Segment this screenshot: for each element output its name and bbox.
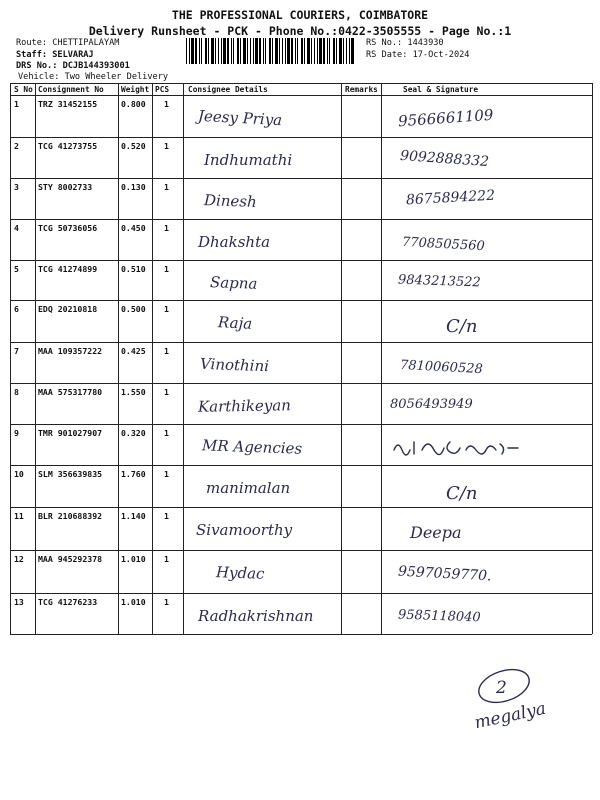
barcode-bar — [240, 38, 241, 64]
row-weight: 0.130 — [121, 182, 146, 192]
row-divider — [10, 507, 592, 508]
row-sno: 11 — [14, 511, 24, 521]
barcode-bar — [221, 38, 222, 64]
row-pcs: 1 — [164, 554, 169, 564]
barcode-bar — [259, 38, 261, 64]
row-divider — [10, 634, 592, 635]
row-consignment-no: TRZ 31452155 — [38, 99, 98, 109]
row-pcs: 1 — [164, 346, 169, 356]
row-sno: 13 — [14, 597, 24, 607]
row-seal-signature: C/n — [446, 316, 478, 337]
barcode-bar — [323, 38, 325, 64]
row-seal-signature: 9092888332 — [399, 147, 490, 171]
barcode-bar — [247, 38, 248, 64]
row-consignee-handwritten: Indhumathi — [204, 151, 293, 169]
route-label: Route: CHETTIPALAYAM — [16, 38, 120, 48]
row-consignee-handwritten: manimalan — [206, 479, 291, 497]
row-pcs: 1 — [164, 304, 169, 314]
col-header-pcs: PCS — [155, 85, 170, 94]
barcode-bar — [307, 38, 310, 64]
row-weight: 0.425 — [121, 346, 146, 356]
row-consignee-handwritten: Raja — [217, 313, 253, 333]
barcode-bar — [186, 38, 187, 64]
barcode-bar — [343, 38, 344, 64]
row-divider — [10, 465, 592, 466]
barcode — [186, 38, 354, 64]
barcode-bar — [199, 38, 200, 64]
col-header-remarks: Remarks — [345, 85, 378, 94]
row-sno: 12 — [14, 554, 24, 564]
barcode-bar — [295, 38, 296, 64]
footer-signature: megalya — [472, 698, 548, 734]
barcode-bar — [231, 38, 232, 64]
row-weight: 1.550 — [121, 387, 146, 397]
barcode-bar — [279, 38, 280, 64]
row-pcs: 1 — [164, 511, 169, 521]
row-consignment-no: MAA 575317780 — [38, 387, 103, 397]
row-seal-signature: Deepa — [410, 523, 462, 542]
barcode-bar — [253, 38, 254, 64]
row-seal-signature: 9843213522 — [397, 272, 481, 291]
barcode-bar — [218, 38, 219, 64]
column-divider — [183, 83, 184, 634]
barcode-bar — [263, 38, 264, 64]
row-sno: 1 — [14, 99, 19, 109]
row-pcs: 1 — [164, 141, 169, 151]
row-divider — [10, 342, 592, 343]
row-seal-signature: 9566661109 — [397, 105, 494, 131]
row-consignee-handwritten: Sapna — [209, 273, 258, 293]
barcode-bar — [250, 38, 251, 64]
barcode-bar — [333, 38, 335, 64]
barcode-bar — [346, 38, 347, 64]
barcode-bar — [195, 38, 197, 64]
barcode-bar — [275, 38, 278, 64]
row-seal-signature: 9597059770. — [397, 563, 492, 585]
row-seal-signature: 9585118040 — [397, 607, 481, 626]
row-consignee-handwritten: Dinesh — [203, 191, 258, 211]
row-weight: 0.800 — [121, 99, 146, 109]
barcode-bar — [272, 38, 273, 64]
row-consignee-handwritten: Hydac — [215, 563, 265, 583]
barcode-bar — [205, 38, 207, 64]
row-sno: 9 — [14, 428, 19, 438]
row-pcs: 1 — [164, 99, 169, 109]
row-weight: 0.320 — [121, 428, 146, 438]
row-seal-signature: C/n — [446, 483, 478, 504]
row-pcs: 1 — [164, 387, 169, 397]
barcode-bar — [351, 38, 354, 64]
barcode-bar — [282, 38, 283, 64]
row-consignment-no: TCG 41276233 — [38, 597, 98, 607]
row-consignment-no: MAA 109357222 — [38, 346, 103, 356]
rs-number: RS No.: 1443930 — [366, 38, 444, 48]
barcode-bar — [319, 38, 322, 64]
barcode-bar — [237, 38, 239, 64]
row-sno: 7 — [14, 346, 19, 356]
row-consignment-no: SLM 356639835 — [38, 469, 103, 479]
barcode-bar — [291, 38, 293, 64]
row-seal-signature: 7708505560 — [401, 234, 486, 255]
row-pcs: 1 — [164, 223, 169, 233]
row-divider — [10, 300, 592, 301]
runsheet-subtitle: Delivery Runsheet - PCK - Phone No.:0422-3505555 - Page No.:1 — [88, 24, 512, 38]
row-consignment-no: MAA 945292378 — [38, 554, 103, 564]
row-consignment-no: STY 8002733 — [38, 182, 93, 192]
barcode-bar — [265, 38, 266, 64]
signature-scribble — [392, 436, 522, 460]
row-consignee-handwritten: Sivamoorthy — [196, 521, 293, 539]
col-header-sno: S No — [14, 85, 33, 94]
barcode-bar — [297, 38, 298, 64]
row-seal-signature: 7810060528 — [399, 357, 484, 378]
row-weight: 1.760 — [121, 469, 146, 479]
row-consignee-handwritten: Karthikeyan — [197, 396, 292, 416]
row-weight: 0.450 — [121, 223, 146, 233]
row-sno: 4 — [14, 223, 19, 233]
column-divider — [152, 83, 153, 634]
row-divider — [10, 83, 592, 84]
barcode-bar — [336, 38, 337, 64]
row-divider — [10, 593, 592, 594]
barcode-bar — [189, 38, 190, 64]
barcode-bar — [304, 38, 305, 64]
column-divider — [381, 83, 382, 634]
barcode-bar — [339, 38, 342, 64]
barcode-bar — [191, 38, 194, 64]
row-sno: 6 — [14, 304, 19, 314]
barcode-bar — [327, 38, 328, 64]
row-consignment-no: BLR 210688392 — [38, 511, 103, 521]
row-consignee-handwritten: Jeesy Priya — [197, 106, 283, 130]
row-divider — [10, 424, 592, 425]
row-weight: 0.520 — [121, 141, 146, 151]
col-header-consignee: Consignee Details — [188, 85, 268, 94]
row-divider — [10, 550, 592, 551]
row-consignment-no: TCG 41274899 — [38, 264, 98, 274]
row-weight: 1.140 — [121, 511, 146, 521]
col-header-consignment: Consignment No — [38, 85, 104, 94]
row-divider — [10, 219, 592, 220]
vehicle-label: Vehicle: Two Wheeler Delivery — [18, 72, 169, 82]
rs-date: RS Date: 17-Oct-2024 — [366, 50, 470, 60]
barcode-bar — [227, 38, 229, 64]
barcode-bar — [287, 38, 290, 64]
barcode-bar — [301, 38, 303, 64]
row-sno: 5 — [14, 264, 19, 274]
staff-label: Staff: SELVARAJ — [16, 50, 94, 60]
row-sno: 10 — [14, 469, 24, 479]
company-title: THE PROFESSIONAL COURIERS, COIMBATORE — [171, 8, 429, 22]
row-consignee-handwritten: MR Agencies — [201, 436, 303, 458]
column-divider — [10, 83, 11, 634]
row-divider — [10, 178, 592, 179]
row-weight: 1.010 — [121, 554, 146, 564]
row-consignee-handwritten: Vinothini — [199, 354, 270, 376]
column-divider — [592, 83, 593, 634]
barcode-bar — [285, 38, 286, 64]
col-header-weight: Weight — [121, 85, 150, 94]
column-divider — [35, 83, 36, 634]
row-divider — [10, 260, 592, 261]
barcode-bar — [269, 38, 271, 64]
row-divider — [10, 383, 592, 384]
barcode-bar — [201, 38, 202, 64]
barcode-bar — [223, 38, 226, 64]
row-seal-signature: 8675894222 — [405, 187, 496, 209]
row-weight: 0.510 — [121, 264, 146, 274]
row-divider — [10, 137, 592, 138]
barcode-bar — [211, 38, 214, 64]
row-consignment-no: EDQ 20210818 — [38, 304, 98, 314]
col-header-seal-signature: Seal & Signature — [403, 85, 479, 94]
barcode-bar — [317, 38, 318, 64]
row-consignment-no: TMR 901027907 — [38, 428, 103, 438]
row-pcs: 1 — [164, 182, 169, 192]
barcode-bar — [329, 38, 330, 64]
barcode-bar — [208, 38, 209, 64]
row-pcs: 1 — [164, 597, 169, 607]
barcode-bar — [314, 38, 315, 64]
barcode-bar — [255, 38, 258, 64]
row-consignee-handwritten: Dhakshta — [198, 233, 271, 251]
row-sno: 2 — [14, 141, 19, 151]
barcode-bar — [311, 38, 312, 64]
row-sno: 3 — [14, 182, 19, 192]
row-weight: 0.500 — [121, 304, 146, 314]
barcode-bar — [243, 38, 246, 64]
column-divider — [118, 83, 119, 634]
column-divider — [341, 83, 342, 634]
drs-label: DRS No.: DCJB144393001 — [16, 61, 130, 71]
row-divider — [10, 95, 592, 96]
barcode-bar — [349, 38, 350, 64]
circled-number: 2 — [496, 678, 507, 698]
barcode-bar — [215, 38, 216, 64]
row-sno: 8 — [14, 387, 19, 397]
row-pcs: 1 — [164, 264, 169, 274]
row-consignment-no: TCG 41273755 — [38, 141, 98, 151]
row-consignment-no: TCG 50736056 — [38, 223, 98, 233]
row-pcs: 1 — [164, 469, 169, 479]
row-seal-signature: 8056493949 — [390, 397, 473, 412]
row-consignee-handwritten: Radhakrishnan — [198, 607, 314, 625]
row-weight: 1.010 — [121, 597, 146, 607]
barcode-bar — [233, 38, 234, 64]
row-pcs: 1 — [164, 428, 169, 438]
